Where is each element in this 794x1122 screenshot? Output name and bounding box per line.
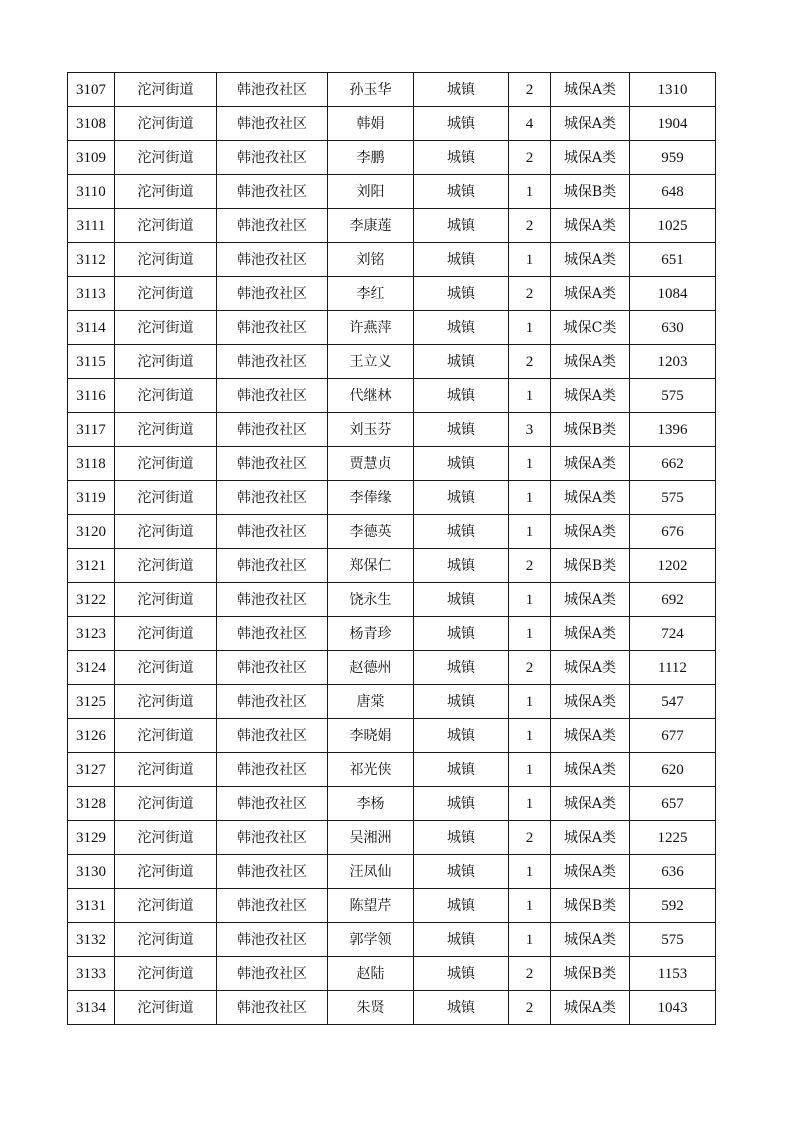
cell-id: 3133 <box>68 957 115 991</box>
cell-amount: 959 <box>630 141 716 175</box>
cell-street: 沱河街道 <box>115 617 217 651</box>
cell-name: 郭学领 <box>328 923 414 957</box>
table-row <box>68 413 716 447</box>
cell-community: 韩池孜社区 <box>217 515 328 549</box>
cell-street: 沱河街道 <box>115 277 217 311</box>
cell-area: 城镇 <box>414 311 509 345</box>
cell-id: 3112 <box>68 243 115 277</box>
cell-category: 城保B类 <box>551 957 630 991</box>
cell-category: 城保A类 <box>551 651 630 685</box>
cell-street: 沱河街道 <box>115 787 217 821</box>
cell-id: 3109 <box>68 141 115 175</box>
roster-table <box>67 72 716 1025</box>
table-row <box>68 175 716 209</box>
cell-name: 李杨 <box>328 787 414 821</box>
cell-id: 3111 <box>68 209 115 243</box>
cell-category: 城保B类 <box>551 549 630 583</box>
cell-id: 3120 <box>68 515 115 549</box>
cell-id: 3107 <box>68 73 115 107</box>
table-row <box>68 277 716 311</box>
cell-household-count: 2 <box>509 141 551 175</box>
cell-area: 城镇 <box>414 855 509 889</box>
cell-household-count: 2 <box>509 209 551 243</box>
cell-street: 沱河街道 <box>115 413 217 447</box>
cell-category: 城保B类 <box>551 175 630 209</box>
cell-street: 沱河街道 <box>115 345 217 379</box>
cell-household-count: 1 <box>509 175 551 209</box>
cell-household-count: 2 <box>509 73 551 107</box>
cell-name: 李鹏 <box>328 141 414 175</box>
cell-street: 沱河街道 <box>115 889 217 923</box>
table-row <box>68 889 716 923</box>
cell-id: 3113 <box>68 277 115 311</box>
cell-amount: 575 <box>630 379 716 413</box>
cell-community: 韩池孜社区 <box>217 889 328 923</box>
cell-community: 韩池孜社区 <box>217 719 328 753</box>
cell-community: 韩池孜社区 <box>217 651 328 685</box>
table-row <box>68 923 716 957</box>
cell-name: 李俸缘 <box>328 481 414 515</box>
cell-household-count: 2 <box>509 277 551 311</box>
cell-street: 沱河街道 <box>115 719 217 753</box>
cell-area: 城镇 <box>414 617 509 651</box>
cell-amount: 575 <box>630 481 716 515</box>
cell-area: 城镇 <box>414 719 509 753</box>
cell-name: 贾慧贞 <box>328 447 414 481</box>
cell-category: 城保A类 <box>551 73 630 107</box>
cell-community: 韩池孜社区 <box>217 447 328 481</box>
cell-community: 韩池孜社区 <box>217 617 328 651</box>
cell-category: 城保A类 <box>551 617 630 651</box>
table-row <box>68 141 716 175</box>
roster-table-body <box>68 73 716 1025</box>
cell-area: 城镇 <box>414 141 509 175</box>
cell-amount: 1904 <box>630 107 716 141</box>
cell-area: 城镇 <box>414 549 509 583</box>
cell-street: 沱河街道 <box>115 923 217 957</box>
cell-household-count: 2 <box>509 957 551 991</box>
cell-id: 3128 <box>68 787 115 821</box>
cell-community: 韩池孜社区 <box>217 957 328 991</box>
cell-area: 城镇 <box>414 107 509 141</box>
cell-amount: 1112 <box>630 651 716 685</box>
cell-id: 3108 <box>68 107 115 141</box>
cell-id: 3114 <box>68 311 115 345</box>
cell-category: 城保A类 <box>551 209 630 243</box>
cell-area: 城镇 <box>414 447 509 481</box>
cell-category: 城保B类 <box>551 889 630 923</box>
cell-id: 3119 <box>68 481 115 515</box>
cell-name: 孙玉华 <box>328 73 414 107</box>
cell-household-count: 3 <box>509 413 551 447</box>
cell-amount: 692 <box>630 583 716 617</box>
cell-area: 城镇 <box>414 73 509 107</box>
cell-name: 汪凤仙 <box>328 855 414 889</box>
table-row <box>68 515 716 549</box>
cell-area: 城镇 <box>414 753 509 787</box>
cell-area: 城镇 <box>414 209 509 243</box>
cell-category: 城保A类 <box>551 243 630 277</box>
cell-street: 沱河街道 <box>115 753 217 787</box>
cell-area: 城镇 <box>414 277 509 311</box>
table-row <box>68 787 716 821</box>
cell-street: 沱河街道 <box>115 821 217 855</box>
cell-id: 3121 <box>68 549 115 583</box>
cell-category: 城保A类 <box>551 685 630 719</box>
cell-area: 城镇 <box>414 821 509 855</box>
cell-household-count: 1 <box>509 719 551 753</box>
cell-amount: 651 <box>630 243 716 277</box>
cell-area: 城镇 <box>414 957 509 991</box>
cell-community: 韩池孜社区 <box>217 549 328 583</box>
cell-community: 韩池孜社区 <box>217 685 328 719</box>
cell-amount: 1043 <box>630 991 716 1025</box>
cell-name: 唐棠 <box>328 685 414 719</box>
cell-household-count: 1 <box>509 855 551 889</box>
cell-name: 赵陆 <box>328 957 414 991</box>
cell-category: 城保A类 <box>551 991 630 1025</box>
cell-household-count: 2 <box>509 345 551 379</box>
cell-street: 沱河街道 <box>115 991 217 1025</box>
cell-id: 3131 <box>68 889 115 923</box>
cell-community: 韩池孜社区 <box>217 73 328 107</box>
cell-street: 沱河街道 <box>115 651 217 685</box>
cell-category: 城保A类 <box>551 719 630 753</box>
cell-name: 许燕萍 <box>328 311 414 345</box>
cell-area: 城镇 <box>414 345 509 379</box>
cell-category: 城保A类 <box>551 855 630 889</box>
cell-household-count: 1 <box>509 447 551 481</box>
table-row <box>68 753 716 787</box>
table-row <box>68 719 716 753</box>
cell-id: 3124 <box>68 651 115 685</box>
cell-category: 城保A类 <box>551 787 630 821</box>
cell-amount: 1203 <box>630 345 716 379</box>
cell-amount: 1202 <box>630 549 716 583</box>
cell-category: 城保A类 <box>551 447 630 481</box>
cell-name: 饶永生 <box>328 583 414 617</box>
table-row <box>68 991 716 1025</box>
cell-community: 韩池孜社区 <box>217 209 328 243</box>
cell-household-count: 1 <box>509 923 551 957</box>
cell-household-count: 1 <box>509 243 551 277</box>
cell-community: 韩池孜社区 <box>217 379 328 413</box>
cell-amount: 724 <box>630 617 716 651</box>
cell-id: 3134 <box>68 991 115 1025</box>
cell-category: 城保A类 <box>551 821 630 855</box>
cell-area: 城镇 <box>414 379 509 413</box>
cell-amount: 662 <box>630 447 716 481</box>
cell-id: 3118 <box>68 447 115 481</box>
table-row <box>68 447 716 481</box>
cell-household-count: 1 <box>509 311 551 345</box>
cell-amount: 677 <box>630 719 716 753</box>
cell-amount: 630 <box>630 311 716 345</box>
cell-community: 韩池孜社区 <box>217 923 328 957</box>
cell-area: 城镇 <box>414 481 509 515</box>
cell-community: 韩池孜社区 <box>217 311 328 345</box>
cell-street: 沱河街道 <box>115 243 217 277</box>
cell-category: 城保A类 <box>551 379 630 413</box>
cell-amount: 620 <box>630 753 716 787</box>
cell-community: 韩池孜社区 <box>217 175 328 209</box>
table-row <box>68 73 716 107</box>
cell-amount: 676 <box>630 515 716 549</box>
cell-amount: 1396 <box>630 413 716 447</box>
cell-street: 沱河街道 <box>115 107 217 141</box>
cell-category: 城保A类 <box>551 345 630 379</box>
cell-category: 城保C类 <box>551 311 630 345</box>
cell-community: 韩池孜社区 <box>217 413 328 447</box>
cell-category: 城保B类 <box>551 413 630 447</box>
cell-name: 杨青珍 <box>328 617 414 651</box>
table-row <box>68 379 716 413</box>
cell-name: 李晓娟 <box>328 719 414 753</box>
cell-amount: 547 <box>630 685 716 719</box>
cell-name: 李红 <box>328 277 414 311</box>
cell-id: 3123 <box>68 617 115 651</box>
cell-name: 韩娟 <box>328 107 414 141</box>
cell-name: 代继林 <box>328 379 414 413</box>
cell-name: 朱贤 <box>328 991 414 1025</box>
cell-name: 祁光侠 <box>328 753 414 787</box>
table-row <box>68 549 716 583</box>
cell-street: 沱河街道 <box>115 447 217 481</box>
cell-amount: 592 <box>630 889 716 923</box>
cell-household-count: 1 <box>509 481 551 515</box>
cell-community: 韩池孜社区 <box>217 855 328 889</box>
cell-amount: 657 <box>630 787 716 821</box>
cell-street: 沱河街道 <box>115 141 217 175</box>
table-row <box>68 345 716 379</box>
cell-street: 沱河街道 <box>115 855 217 889</box>
cell-category: 城保A类 <box>551 515 630 549</box>
cell-amount: 636 <box>630 855 716 889</box>
cell-name: 李康莲 <box>328 209 414 243</box>
cell-street: 沱河街道 <box>115 515 217 549</box>
cell-household-count: 1 <box>509 515 551 549</box>
cell-id: 3132 <box>68 923 115 957</box>
cell-id: 3115 <box>68 345 115 379</box>
table-row <box>68 957 716 991</box>
cell-name: 陈望芹 <box>328 889 414 923</box>
cell-category: 城保A类 <box>551 923 630 957</box>
table-row <box>68 209 716 243</box>
cell-street: 沱河街道 <box>115 685 217 719</box>
cell-household-count: 1 <box>509 379 551 413</box>
cell-community: 韩池孜社区 <box>217 821 328 855</box>
cell-street: 沱河街道 <box>115 379 217 413</box>
cell-community: 韩池孜社区 <box>217 141 328 175</box>
cell-household-count: 1 <box>509 889 551 923</box>
cell-id: 3117 <box>68 413 115 447</box>
cell-street: 沱河街道 <box>115 957 217 991</box>
cell-street: 沱河街道 <box>115 311 217 345</box>
table-row <box>68 855 716 889</box>
table-row <box>68 617 716 651</box>
cell-area: 城镇 <box>414 515 509 549</box>
cell-amount: 648 <box>630 175 716 209</box>
cell-street: 沱河街道 <box>115 583 217 617</box>
cell-area: 城镇 <box>414 889 509 923</box>
cell-household-count: 2 <box>509 821 551 855</box>
cell-name: 李德英 <box>328 515 414 549</box>
cell-amount: 1025 <box>630 209 716 243</box>
cell-amount: 1153 <box>630 957 716 991</box>
cell-area: 城镇 <box>414 991 509 1025</box>
cell-street: 沱河街道 <box>115 73 217 107</box>
cell-community: 韩池孜社区 <box>217 345 328 379</box>
cell-name: 赵德州 <box>328 651 414 685</box>
table-row <box>68 685 716 719</box>
cell-id: 3127 <box>68 753 115 787</box>
cell-name: 刘玉芬 <box>328 413 414 447</box>
cell-name: 郑保仁 <box>328 549 414 583</box>
cell-community: 韩池孜社区 <box>217 991 328 1025</box>
cell-area: 城镇 <box>414 243 509 277</box>
cell-community: 韩池孜社区 <box>217 583 328 617</box>
cell-household-count: 2 <box>509 549 551 583</box>
cell-amount: 1084 <box>630 277 716 311</box>
cell-category: 城保A类 <box>551 481 630 515</box>
cell-name: 刘阳 <box>328 175 414 209</box>
cell-category: 城保A类 <box>551 141 630 175</box>
cell-amount: 575 <box>630 923 716 957</box>
cell-area: 城镇 <box>414 413 509 447</box>
cell-name: 刘铭 <box>328 243 414 277</box>
cell-community: 韩池孜社区 <box>217 243 328 277</box>
cell-id: 3110 <box>68 175 115 209</box>
table-row <box>68 311 716 345</box>
cell-community: 韩池孜社区 <box>217 481 328 515</box>
cell-household-count: 1 <box>509 685 551 719</box>
cell-id: 3125 <box>68 685 115 719</box>
cell-category: 城保A类 <box>551 583 630 617</box>
cell-community: 韩池孜社区 <box>217 277 328 311</box>
cell-name: 吴湘洲 <box>328 821 414 855</box>
cell-area: 城镇 <box>414 787 509 821</box>
cell-household-count: 2 <box>509 991 551 1025</box>
cell-category: 城保A类 <box>551 107 630 141</box>
cell-area: 城镇 <box>414 685 509 719</box>
cell-household-count: 4 <box>509 107 551 141</box>
cell-household-count: 1 <box>509 617 551 651</box>
cell-category: 城保A类 <box>551 277 630 311</box>
cell-area: 城镇 <box>414 923 509 957</box>
cell-name: 王立义 <box>328 345 414 379</box>
cell-street: 沱河街道 <box>115 549 217 583</box>
table-row <box>68 243 716 277</box>
cell-household-count: 1 <box>509 787 551 821</box>
cell-community: 韩池孜社区 <box>217 787 328 821</box>
table-row <box>68 481 716 515</box>
table-row <box>68 583 716 617</box>
cell-id: 3130 <box>68 855 115 889</box>
cell-area: 城镇 <box>414 651 509 685</box>
cell-household-count: 1 <box>509 583 551 617</box>
cell-street: 沱河街道 <box>115 209 217 243</box>
cell-household-count: 2 <box>509 651 551 685</box>
cell-street: 沱河街道 <box>115 175 217 209</box>
cell-community: 韩池孜社区 <box>217 753 328 787</box>
cell-amount: 1225 <box>630 821 716 855</box>
cell-category: 城保A类 <box>551 753 630 787</box>
cell-community: 韩池孜社区 <box>217 107 328 141</box>
cell-household-count: 1 <box>509 753 551 787</box>
cell-amount: 1310 <box>630 73 716 107</box>
table-row <box>68 821 716 855</box>
cell-id: 3129 <box>68 821 115 855</box>
table-row <box>68 651 716 685</box>
cell-id: 3122 <box>68 583 115 617</box>
cell-id: 3126 <box>68 719 115 753</box>
cell-id: 3116 <box>68 379 115 413</box>
table-row <box>68 107 716 141</box>
cell-area: 城镇 <box>414 583 509 617</box>
cell-area: 城镇 <box>414 175 509 209</box>
cell-street: 沱河街道 <box>115 481 217 515</box>
